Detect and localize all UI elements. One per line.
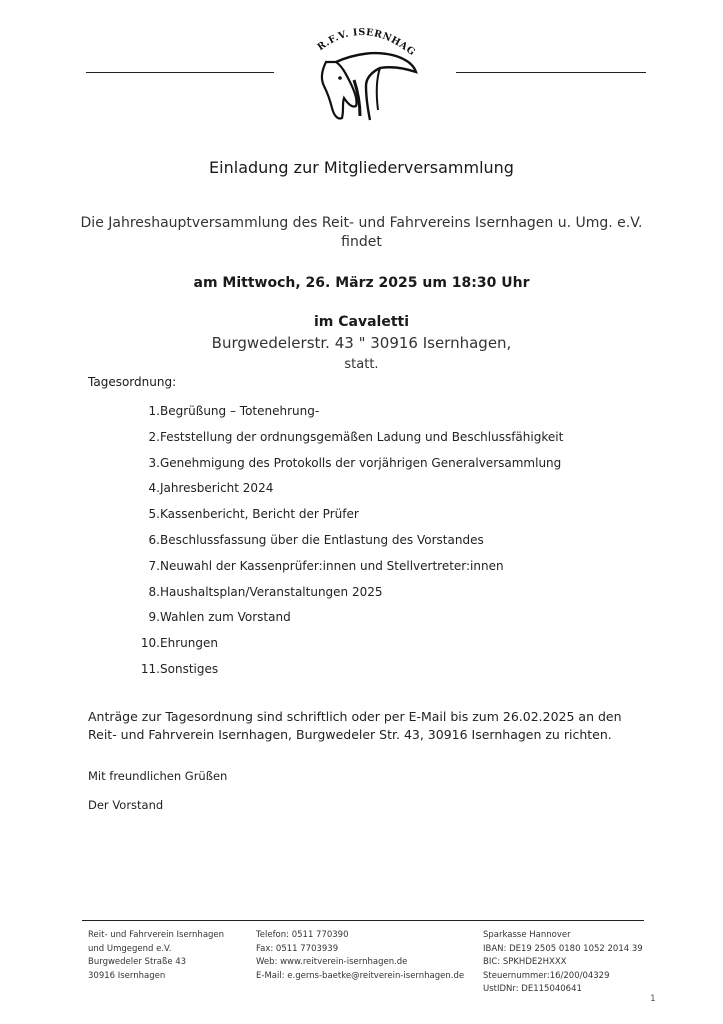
page-title: Einladung zur Mitgliederversammlung xyxy=(209,158,514,177)
agenda-item-number: 11. xyxy=(140,661,160,676)
footer-contact-column xyxy=(256,929,464,983)
footer-email: E-Mail: e.gerns-baetke@reitverein-isernhagen.de xyxy=(256,970,465,981)
footer-line: und Umgegend e.V. xyxy=(88,943,172,954)
agenda-item xyxy=(120,430,563,456)
agenda-item-text: Jahresbericht 2024 xyxy=(160,481,274,496)
intro-line-1: Die Jahreshauptversammlung des Reit- und Fahrvereins Isernhagen u. Umg. e.V. xyxy=(80,215,643,231)
agenda-item-number: 10. xyxy=(140,636,160,651)
agenda-item xyxy=(120,559,563,585)
antraege-paragraph: Anträge zur Tagesordnung sind schriftlich oder per E-Mail bis zum 26.02.2025 an den Reit- und Fahrverein Isernhagen, Burgwedeler Str. 43, 30916 Isernhagen zu richten. xyxy=(88,709,622,742)
horse-head-icon xyxy=(296,20,426,132)
agenda-item-number: 2. xyxy=(148,429,160,444)
venue-address: Burgwedelerstr. 43 " 30916 Isernhagen, xyxy=(211,334,512,352)
agenda-item-text: Neuwahl der Kassenprüfer:innen und Stellvertreter:innen xyxy=(160,558,504,573)
agenda-item xyxy=(120,610,563,636)
footer-line: Burgwedeler Straße 43 xyxy=(88,957,187,967)
agenda-item-number: 7. xyxy=(148,558,160,573)
footer-bic: BIC: SPKHDE2HXXX xyxy=(483,957,567,967)
agenda-item xyxy=(120,481,563,507)
footer-bank-name: Sparkasse Hannover xyxy=(483,930,571,940)
footer-fax: Fax: 0511 7703939 xyxy=(256,943,339,954)
header-rule-left xyxy=(86,72,274,73)
agenda-item-number: 5. xyxy=(148,507,160,522)
footer-iban: IBAN: DE19 2505 0180 1052 2014 39 xyxy=(483,943,643,954)
agenda-label: Tagesordnung: xyxy=(88,375,177,389)
footer-line: Reit- und Fahrverein Isernhagen xyxy=(88,930,225,940)
agenda-item-text: Sonstiges xyxy=(160,661,219,676)
meeting-date: am Mittwoch, 26. März 2025 um 18:30 Uhr xyxy=(193,275,530,291)
agenda-item-number: 3. xyxy=(148,455,160,470)
page-number: 1 xyxy=(650,994,656,1004)
club-logo xyxy=(296,20,426,132)
footer-phone: Telefon: 0511 770390 xyxy=(256,930,349,940)
agenda-item-text: Begrüßung – Totenehrung- xyxy=(160,404,320,418)
meeting-venue: im Cavaletti xyxy=(313,314,410,330)
agenda-item-number: 8. xyxy=(148,584,160,599)
agenda-item xyxy=(120,456,563,482)
footer-address-column xyxy=(88,929,224,983)
agenda-item xyxy=(120,533,563,559)
agenda-item xyxy=(120,507,563,533)
agenda-item-number: 6. xyxy=(148,532,160,547)
agenda-item-text: Kassenbericht, Bericht der Prüfer xyxy=(160,507,359,522)
agenda-item xyxy=(120,662,563,688)
intro-line-2: findet xyxy=(341,234,382,250)
agenda-item-number: 4. xyxy=(148,481,160,496)
svg-text:R.F.V. ISERNHAGEN e.V. xyxy=(296,20,417,58)
agenda-item-number: 1. xyxy=(148,404,160,418)
agenda-item-text: Wahlen zum Vorstand xyxy=(160,610,291,625)
agenda-item-number: 9. xyxy=(148,610,160,625)
footer-web: Web: www.reitverein-isernhagen.de xyxy=(256,957,408,967)
footer-bank-column xyxy=(483,929,643,997)
agenda-item xyxy=(120,636,563,662)
agenda-list xyxy=(120,404,563,688)
agenda-item-text: Beschlussfassung über die Entlastung des Vorstandes xyxy=(160,532,484,547)
footer-vat-id: UstIDNr: DE115040641 xyxy=(483,984,582,994)
closing-greeting: Mit freundlichen Grüßen xyxy=(88,769,228,783)
statt-text: statt. xyxy=(344,357,379,372)
agenda-item xyxy=(120,404,563,430)
footer-line: 30916 Isernhagen xyxy=(88,970,166,981)
agenda-item-text: Haushaltsplan/Veranstaltungen 2025 xyxy=(160,584,383,599)
logo-text: R.F.V. ISERNHAG xyxy=(315,26,418,59)
footer-rule xyxy=(82,920,644,921)
header-rule-right xyxy=(456,72,646,73)
agenda-item xyxy=(120,585,563,611)
signature-vorstand: Der Vorstand xyxy=(88,798,164,812)
footer-tax-number: Steuernummer:16/200/04329 xyxy=(483,970,610,981)
agenda-item-text: Ehrungen xyxy=(160,636,218,651)
agenda-item-text: Feststellung der ordnungsgemäßen Ladung und Beschlussfähigkeit xyxy=(160,429,564,444)
agenda-item-text: Genehmigung des Protokolls der vorjährigen Generalversammlung xyxy=(160,455,562,470)
